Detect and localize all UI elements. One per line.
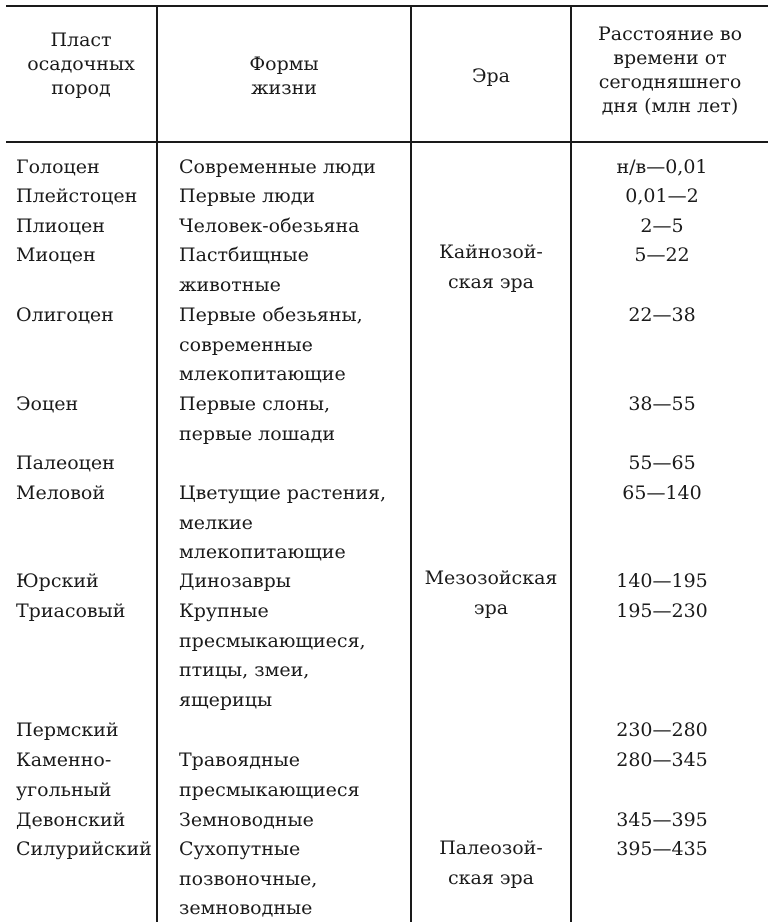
header-life-forms-line: Формы bbox=[249, 53, 319, 75]
life-forms-line: Первые люди bbox=[179, 185, 316, 207]
header-stratum-line: осадочных bbox=[27, 53, 135, 75]
period-line: Каменно- bbox=[16, 749, 112, 771]
distance-cell: 65—140 bbox=[622, 482, 702, 504]
period-line: Миоцен bbox=[16, 244, 96, 266]
period-line: Олигоцен bbox=[16, 304, 114, 326]
distance-cell: 5—22 bbox=[634, 244, 690, 266]
period-cell bbox=[16, 567, 99, 597]
life-forms-line: Пастбищные bbox=[179, 244, 309, 266]
life-forms-line: животные bbox=[179, 273, 281, 296]
life-forms-cell bbox=[179, 241, 309, 300]
life-forms-line: Человек-обезьяна bbox=[179, 215, 360, 237]
life-forms-line: ящерицы bbox=[179, 688, 273, 711]
life-forms-cell bbox=[179, 746, 360, 805]
period-cell bbox=[16, 806, 125, 836]
life-forms-cell bbox=[179, 806, 314, 836]
era-cell-mesozoic bbox=[416, 564, 566, 623]
header-distance bbox=[572, 22, 768, 118]
era-line: Кайнозой- bbox=[439, 241, 543, 263]
life-forms-line: мелкие bbox=[179, 511, 253, 534]
life-forms-line: Сухопутные bbox=[179, 838, 301, 860]
era-line: ская эра bbox=[447, 270, 534, 293]
life-forms-line: Первые слоны, bbox=[179, 393, 331, 415]
life-forms-line: Цветущие растения, bbox=[179, 482, 387, 504]
life-forms-cell bbox=[179, 182, 315, 212]
period-cell bbox=[16, 301, 114, 331]
distance-cell: 0,01—2 bbox=[625, 185, 699, 207]
period-cell bbox=[16, 716, 119, 746]
distance-cell: 2—5 bbox=[640, 215, 684, 237]
period-line: Меловой bbox=[16, 482, 106, 504]
period-cell bbox=[16, 390, 78, 420]
era-cell-paleozoic bbox=[416, 834, 566, 893]
period-line: Плейстоцен bbox=[16, 185, 138, 207]
period-cell bbox=[16, 182, 137, 212]
header-life-forms bbox=[158, 52, 410, 100]
period-cell bbox=[16, 746, 111, 805]
period-line: Плиоцен bbox=[16, 215, 105, 237]
period-cell bbox=[16, 597, 125, 627]
distance-cell: 55—65 bbox=[628, 452, 696, 474]
header-distance-line: сегодняшнего bbox=[598, 71, 742, 93]
period-cell bbox=[16, 479, 105, 509]
header-distance-line: времени от bbox=[613, 47, 727, 69]
life-forms-line: пресмыкающиеся, bbox=[179, 629, 366, 652]
header-stratum-line: Пласт bbox=[50, 29, 112, 51]
period-line: Палеоцен bbox=[16, 452, 115, 474]
life-forms-line: Современные люди bbox=[179, 156, 376, 178]
period-cell bbox=[16, 449, 115, 479]
distance-cell: 230—280 bbox=[616, 719, 708, 741]
period-line: Триасовый bbox=[16, 600, 126, 622]
header-stratum bbox=[6, 28, 156, 100]
distance-cell: 395—435 bbox=[616, 838, 708, 860]
life-forms-line: позвоночные, bbox=[179, 867, 318, 890]
life-forms-cell bbox=[179, 597, 366, 715]
life-forms-line: Динозавры bbox=[179, 570, 291, 592]
life-forms-line: млекопитающие bbox=[179, 541, 346, 564]
distance-cell: н/в—0,01 bbox=[616, 156, 708, 178]
era-line: Мезозойская bbox=[424, 567, 558, 589]
life-forms-cell bbox=[179, 390, 335, 449]
distance-cell: 22—38 bbox=[628, 304, 696, 326]
life-forms-cell bbox=[179, 301, 363, 390]
life-forms-cell bbox=[179, 479, 386, 568]
distance-cell: 280—345 bbox=[616, 749, 708, 771]
life-forms-line: млекопитающие bbox=[179, 363, 346, 386]
life-forms-cell bbox=[179, 567, 291, 597]
period-cell bbox=[16, 835, 152, 865]
era-line: ская эра bbox=[447, 866, 534, 889]
life-forms-line: Травоядные bbox=[179, 749, 301, 771]
life-forms-cell bbox=[179, 153, 376, 183]
header-distance-line: дня (млн лет) bbox=[601, 95, 739, 117]
period-line: Силурийский bbox=[16, 838, 152, 860]
life-forms-line: Первые обезьяны, bbox=[179, 304, 363, 326]
table-top-border bbox=[6, 5, 768, 7]
period-cell bbox=[16, 153, 100, 183]
life-forms-line: земноводные bbox=[179, 897, 313, 920]
life-forms-cell bbox=[179, 835, 317, 924]
header-life-forms-line: жизни bbox=[251, 77, 317, 99]
distance-cell: 140—195 bbox=[616, 570, 708, 592]
life-forms-line: современные bbox=[179, 333, 313, 356]
period-line: Пермский bbox=[16, 719, 119, 741]
life-forms-line: Земноводные bbox=[179, 809, 314, 831]
life-forms-line: первые лошади bbox=[179, 422, 336, 445]
header-stratum-line: пород bbox=[51, 77, 111, 99]
era-line: эра bbox=[473, 596, 509, 619]
column-divider-1 bbox=[156, 5, 158, 922]
period-line: угольный bbox=[16, 778, 112, 801]
period-line: Юрский bbox=[16, 570, 99, 592]
period-line: Девонский bbox=[16, 809, 126, 831]
life-forms-cell bbox=[179, 212, 359, 242]
life-forms-line: пресмыкающиеся bbox=[179, 778, 360, 801]
column-divider-2 bbox=[410, 5, 412, 922]
period-line: Эоцен bbox=[16, 393, 79, 415]
life-forms-line: Крупные bbox=[179, 600, 269, 622]
header-bottom-border bbox=[6, 141, 768, 143]
era-line: Палеозой- bbox=[439, 837, 543, 859]
era-cell-cenozoic bbox=[416, 238, 566, 297]
period-cell bbox=[16, 241, 96, 271]
distance-cell: 38—55 bbox=[628, 393, 696, 415]
header-era bbox=[412, 64, 570, 88]
distance-cell: 345—395 bbox=[616, 809, 708, 831]
period-line: Голоцен bbox=[16, 156, 100, 178]
header-distance-line: Расстояние во bbox=[597, 23, 743, 45]
life-forms-line: птицы, змеи, bbox=[179, 659, 310, 682]
header-era-line: Эра bbox=[471, 65, 511, 87]
period-cell bbox=[16, 212, 105, 242]
distance-cell: 195—230 bbox=[616, 600, 708, 622]
